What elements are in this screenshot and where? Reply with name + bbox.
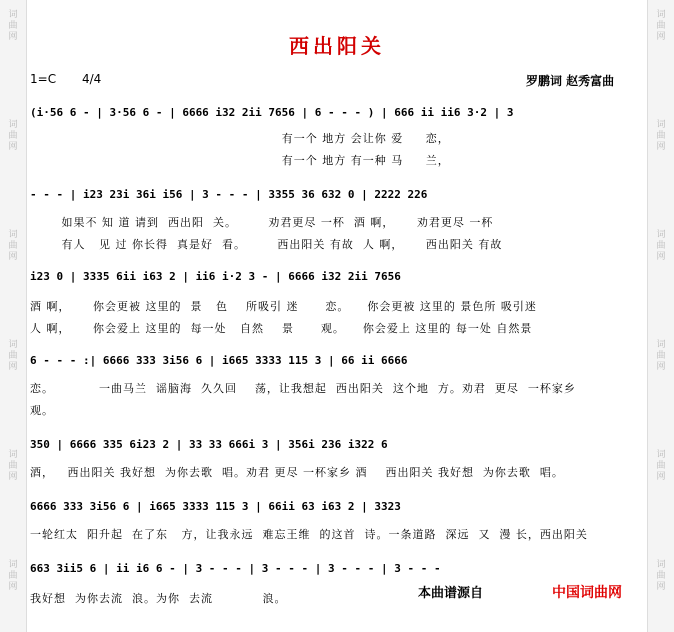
footer-source-label: 本曲谱源自 [418,586,484,601]
watermark-right-2: 词 曲 网 [656,120,666,152]
notation-row-6: 6666 333 3i56 6 | i665 3333 115 3 | 66ii 63 i63 2 | 3323 [30,500,401,513]
time-signature: 4/4 [82,72,102,86]
notation-row-3: i23 0 | 3335 6ii i63 2 | ii6 i·2 3 - | 6666 i32 2ii 7656 [30,270,401,283]
watermark-right-6: 词 曲 网 [656,560,666,592]
watermark-left-4: 词 曲 网 [8,340,18,372]
lyric-row-6-verse-1: 一轮红太 阳升起 在了东 方，让我永远 难忘王维 的这首 诗。一条道路 深远 又 漫 长，西出阳关 [30,528,588,541]
watermark-right-1: 词 曲 网 [656,10,666,42]
lyric-row-1-verse-2: 有一个 地方 有一种 马 兰， [30,154,450,167]
lyric-row-2-verse-1: 如果不 知 道 请到 西出阳 关。 劝君更尽 一杯 酒 啊， 劝君更尽 一杯 [30,216,494,229]
watermark-left-5: 词 曲 网 [8,450,18,482]
credits: 罗鹏词 赵秀富曲 [526,74,615,88]
lyric-row-5-verse-1: 酒， 西出阳关 我好想 为你去歌 唱。劝君 更尽 一杯家乡 酒 西出阳关 我好想 为你去歌 唱。 [30,466,564,479]
watermark-left-3: 词 曲 网 [8,230,18,262]
watermark-right-3: 词 曲 网 [656,230,666,262]
watermark-left-6: 词 曲 网 [8,560,18,592]
footer-source-site[interactable]: 中国词曲网 [552,585,622,601]
watermark-right-4: 词 曲 网 [656,340,666,372]
lyric-row-2-verse-2: 有人 见 过 你长得 真是好 看。 西出阳关 有故 人 啊， 西出阳关 有故 [30,238,503,251]
lyric-row-1-verse-1: 有一个 地方 会让你 爱 恋， [30,132,450,145]
notation-row-4: 6 - - - :| 6666 333 3i56 6 | i665 3333 115 3 | 66 ii 6666 [30,354,408,367]
watermark-right-5: 词 曲 网 [656,450,666,482]
lyric-row-3-verse-2: 人 啊， 你会爱上 这里的 每一处 自然 景 观。 你会爱上 这里的 每一处 自然景 [30,322,533,335]
lyric-row-4-verse-2: 观。 [30,404,54,417]
notation-row-2: - - - | i23 23i 36i i56 | 3 - - - | 3355 36 632 0 | 2222 226 [30,188,428,201]
lyric-row-7-verse-1: 我好想 为你去流 浪。为你 去流 浪。 [30,592,287,605]
lyric-row-3-verse-1: 酒 啊， 你会更被 这里的 景 色 所吸引 迷 恋。 你会更被 这里的 景色所 吸引迷 [30,300,537,313]
notation-row-7: 663 3ii5 6 | ii i6 6 - | 3 - - - | 3 - - - | 3 - - - | 3 - - - [30,562,441,575]
song-title: 西出阳关 [289,34,385,58]
lyric-row-4-verse-1: 恋。 一曲马兰 谣脑海 久久回 荡，让我想起 西出阳关 这个地 方。劝君 更尽 一杯家乡 [30,382,576,395]
key-signature: 1=C [30,72,57,86]
left-margin-strip [0,0,27,632]
notation-row-5: 350 | 6666 335 6i23 2 | 33 33 666i 3 | 356i 236 i322 6 [30,438,388,451]
watermark-left-2: 词 曲 网 [8,120,18,152]
notation-row-1: (i·56 6 - | 3·56 6 - | 6666 i32 2ii 7656 | 6 - - - ) | 666 ii ii6 3·2 | 3 [30,106,514,119]
watermark-left-1: 词 曲 网 [8,10,18,42]
right-margin-strip [647,0,674,632]
